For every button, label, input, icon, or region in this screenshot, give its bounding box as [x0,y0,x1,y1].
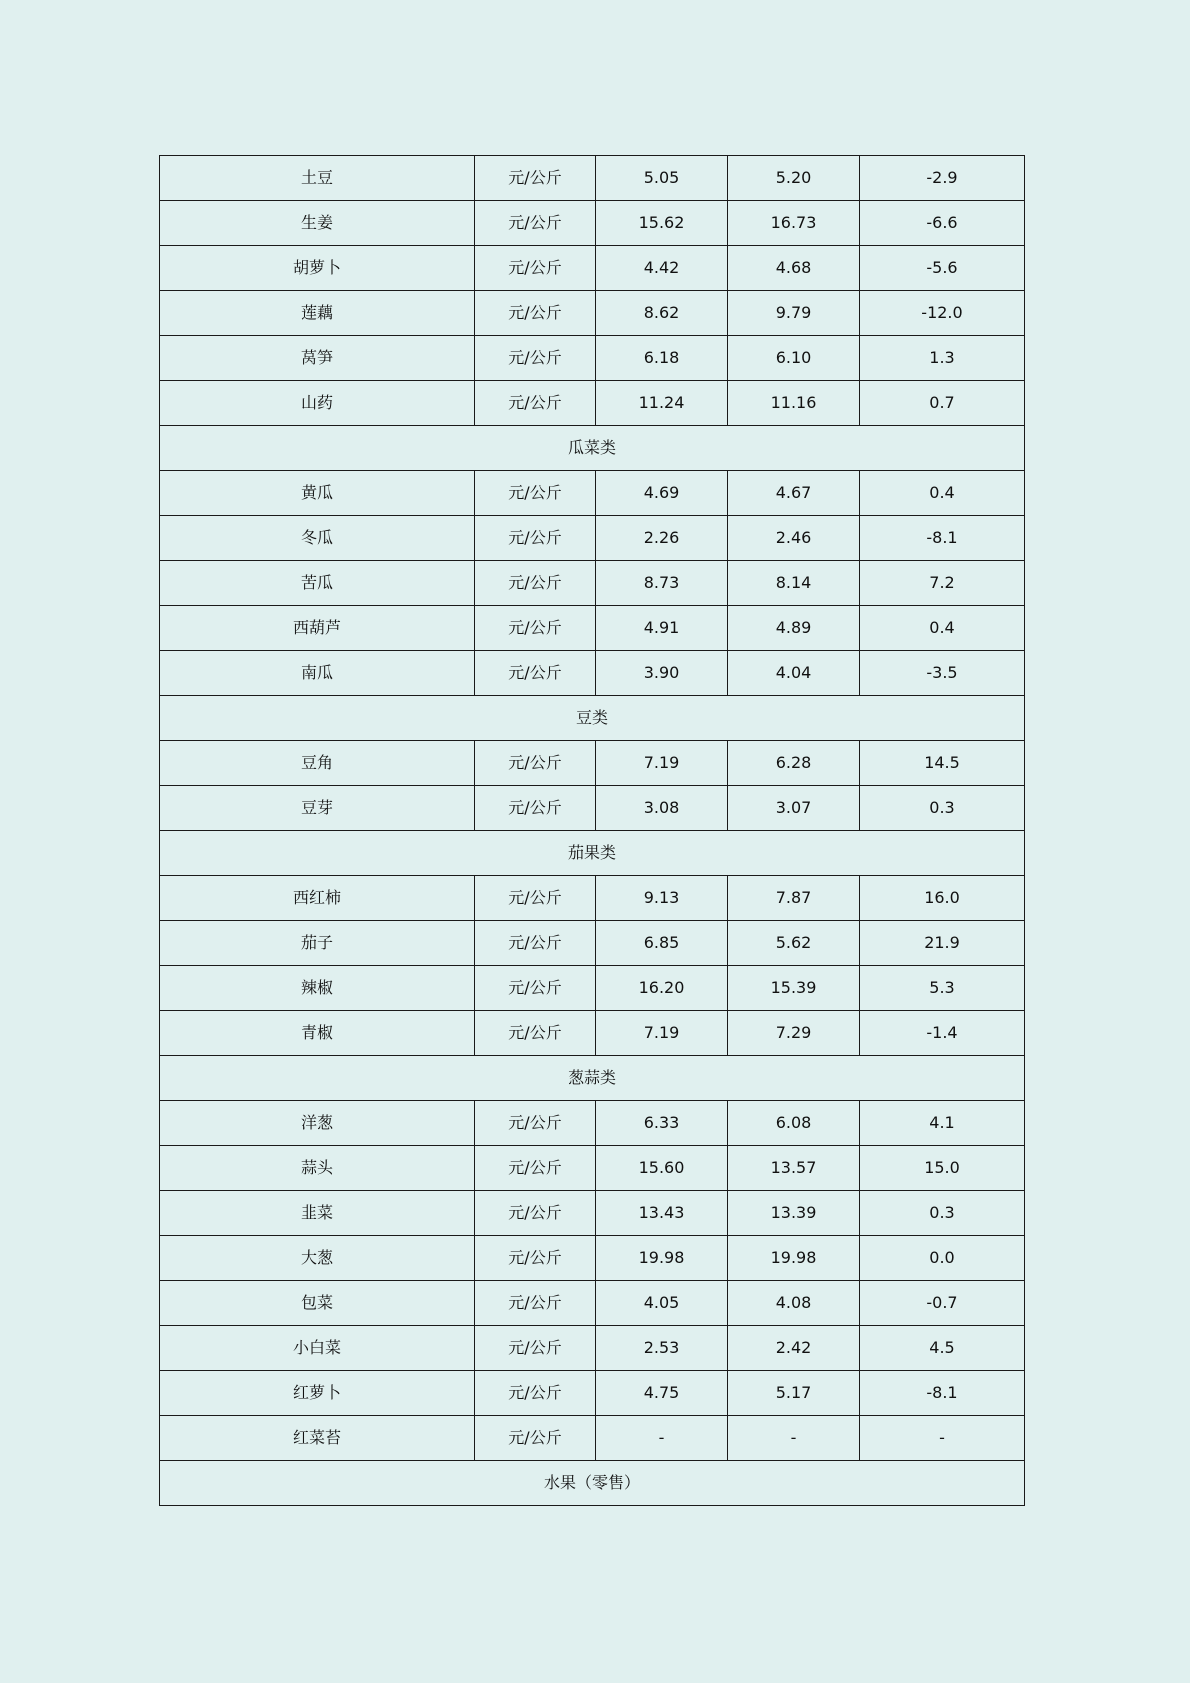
item-name-cell: 苦瓜 [160,561,475,606]
item-name-cell: 黄瓜 [160,471,475,516]
unit-cell: 元/公斤 [475,516,596,561]
unit-cell: 元/公斤 [475,741,596,786]
change-percent-cell: 5.3 [860,966,1025,1011]
price-previous-cell: 4.89 [728,606,860,651]
price-previous-cell: 4.04 [728,651,860,696]
unit-cell: 元/公斤 [475,1416,596,1461]
table-row [160,651,1025,696]
item-name-cell: 红菜苔 [160,1416,475,1461]
price-previous-cell: 7.29 [728,1011,860,1056]
change-percent-cell: -8.1 [860,516,1025,561]
table-row [160,1191,1025,1236]
change-percent-cell: 14.5 [860,741,1025,786]
price-current-cell: 19.98 [596,1236,728,1281]
table-row [160,1236,1025,1281]
unit-cell: 元/公斤 [475,651,596,696]
price-current-cell: 2.26 [596,516,728,561]
unit-cell: 元/公斤 [475,1371,596,1416]
item-name-cell: 莴笋 [160,336,475,381]
change-percent-cell: 1.3 [860,336,1025,381]
item-name-cell: 茄子 [160,921,475,966]
unit-cell: 元/公斤 [475,1011,596,1056]
item-name-cell: 青椒 [160,1011,475,1056]
change-percent-cell: -5.6 [860,246,1025,291]
item-name-cell: 豆芽 [160,786,475,831]
table-row [160,1281,1025,1326]
table-row [160,1326,1025,1371]
price-table [159,155,1025,1506]
unit-cell: 元/公斤 [475,1326,596,1371]
table-row [160,291,1025,336]
table-row [160,201,1025,246]
change-percent-cell: 0.0 [860,1236,1025,1281]
change-percent-cell: -2.9 [860,156,1025,201]
item-name-cell: 土豆 [160,156,475,201]
table-row [160,606,1025,651]
item-name-cell: 辣椒 [160,966,475,1011]
table-row [160,921,1025,966]
price-previous-cell: 2.42 [728,1326,860,1371]
table-row [160,876,1025,921]
price-current-cell: 8.62 [596,291,728,336]
item-name-cell: 西红柿 [160,876,475,921]
unit-cell: 元/公斤 [475,291,596,336]
price-current-cell: 4.91 [596,606,728,651]
price-previous-cell: 4.68 [728,246,860,291]
table-row [160,1371,1025,1416]
change-percent-cell: -6.6 [860,201,1025,246]
table-row [160,786,1025,831]
unit-cell: 元/公斤 [475,156,596,201]
price-current-cell: 15.62 [596,201,728,246]
change-percent-cell: -3.5 [860,651,1025,696]
table-row [160,1011,1025,1056]
item-name-cell: 山药 [160,381,475,426]
unit-cell: 元/公斤 [475,1281,596,1326]
unit-cell: 元/公斤 [475,1191,596,1236]
unit-cell: 元/公斤 [475,606,596,651]
table-row [160,741,1025,786]
change-percent-cell: 7.2 [860,561,1025,606]
unit-cell: 元/公斤 [475,471,596,516]
price-previous-cell: 7.87 [728,876,860,921]
change-percent-cell: 4.1 [860,1101,1025,1146]
change-percent-cell: -12.0 [860,291,1025,336]
price-current-cell: 13.43 [596,1191,728,1236]
item-name-cell: 蒜头 [160,1146,475,1191]
price-current-cell: 2.53 [596,1326,728,1371]
table-row [160,1146,1025,1191]
category-row [160,1461,1025,1506]
category-label: 茄果类 [160,831,1025,876]
price-current-cell: 8.73 [596,561,728,606]
unit-cell: 元/公斤 [475,1236,596,1281]
item-name-cell: 洋葱 [160,1101,475,1146]
unit-cell: 元/公斤 [475,921,596,966]
change-percent-cell: 15.0 [860,1146,1025,1191]
price-current-cell: 7.19 [596,1011,728,1056]
price-previous-cell: 4.67 [728,471,860,516]
price-previous-cell: 11.16 [728,381,860,426]
table-row [160,561,1025,606]
unit-cell: 元/公斤 [475,786,596,831]
price-current-cell: 4.69 [596,471,728,516]
item-name-cell: 红萝卜 [160,1371,475,1416]
table-row [160,516,1025,561]
change-percent-cell: -0.7 [860,1281,1025,1326]
unit-cell: 元/公斤 [475,246,596,291]
change-percent-cell: - [860,1416,1025,1461]
price-current-cell: 15.60 [596,1146,728,1191]
unit-cell: 元/公斤 [475,966,596,1011]
item-name-cell: 西葫芦 [160,606,475,651]
change-percent-cell: 21.9 [860,921,1025,966]
table-row [160,156,1025,201]
price-previous-cell: 6.10 [728,336,860,381]
unit-cell: 元/公斤 [475,336,596,381]
price-previous-cell: 13.39 [728,1191,860,1236]
change-percent-cell: 4.5 [860,1326,1025,1371]
category-row [160,831,1025,876]
price-previous-cell: 5.62 [728,921,860,966]
category-row [160,696,1025,741]
price-current-cell: 16.20 [596,966,728,1011]
change-percent-cell: 0.7 [860,381,1025,426]
item-name-cell: 豆角 [160,741,475,786]
table-row [160,336,1025,381]
item-name-cell: 韭菜 [160,1191,475,1236]
price-previous-cell: 16.73 [728,201,860,246]
price-previous-cell: 6.28 [728,741,860,786]
price-current-cell: 3.08 [596,786,728,831]
change-percent-cell: -1.4 [860,1011,1025,1056]
price-current-cell: 3.90 [596,651,728,696]
price-current-cell: 6.18 [596,336,728,381]
price-previous-cell: 5.20 [728,156,860,201]
item-name-cell: 生姜 [160,201,475,246]
category-label: 葱蒜类 [160,1056,1025,1101]
category-row [160,1056,1025,1101]
change-percent-cell: 0.4 [860,471,1025,516]
price-current-cell: 4.75 [596,1371,728,1416]
unit-cell: 元/公斤 [475,1101,596,1146]
price-previous-cell: 2.46 [728,516,860,561]
price-previous-cell: - [728,1416,860,1461]
price-previous-cell: 13.57 [728,1146,860,1191]
table-body [160,156,1025,1506]
change-percent-cell: 16.0 [860,876,1025,921]
unit-cell: 元/公斤 [475,381,596,426]
price-previous-cell: 3.07 [728,786,860,831]
category-row [160,426,1025,471]
change-percent-cell: 0.4 [860,606,1025,651]
price-current-cell: 4.42 [596,246,728,291]
category-label: 豆类 [160,696,1025,741]
item-name-cell: 小白菜 [160,1326,475,1371]
price-previous-cell: 8.14 [728,561,860,606]
price-previous-cell: 6.08 [728,1101,860,1146]
price-current-cell: 11.24 [596,381,728,426]
table-row [160,1416,1025,1461]
item-name-cell: 莲藕 [160,291,475,336]
price-current-cell: 5.05 [596,156,728,201]
item-name-cell: 南瓜 [160,651,475,696]
table-row [160,966,1025,1011]
price-current-cell: 4.05 [596,1281,728,1326]
price-current-cell: 6.33 [596,1101,728,1146]
item-name-cell: 大葱 [160,1236,475,1281]
unit-cell: 元/公斤 [475,201,596,246]
unit-cell: 元/公斤 [475,561,596,606]
category-label: 水果（零售） [160,1461,1025,1506]
price-previous-cell: 9.79 [728,291,860,336]
table-row [160,246,1025,291]
item-name-cell: 冬瓜 [160,516,475,561]
price-previous-cell: 15.39 [728,966,860,1011]
unit-cell: 元/公斤 [475,876,596,921]
change-percent-cell: 0.3 [860,786,1025,831]
category-label: 瓜菜类 [160,426,1025,471]
table-row [160,471,1025,516]
price-previous-cell: 5.17 [728,1371,860,1416]
price-previous-cell: 19.98 [728,1236,860,1281]
table-row [160,381,1025,426]
price-current-cell: 7.19 [596,741,728,786]
price-current-cell: 9.13 [596,876,728,921]
price-previous-cell: 4.08 [728,1281,860,1326]
price-current-cell: - [596,1416,728,1461]
change-percent-cell: -8.1 [860,1371,1025,1416]
change-percent-cell: 0.3 [860,1191,1025,1236]
item-name-cell: 胡萝卜 [160,246,475,291]
table-row [160,1101,1025,1146]
unit-cell: 元/公斤 [475,1146,596,1191]
item-name-cell: 包菜 [160,1281,475,1326]
price-current-cell: 6.85 [596,921,728,966]
